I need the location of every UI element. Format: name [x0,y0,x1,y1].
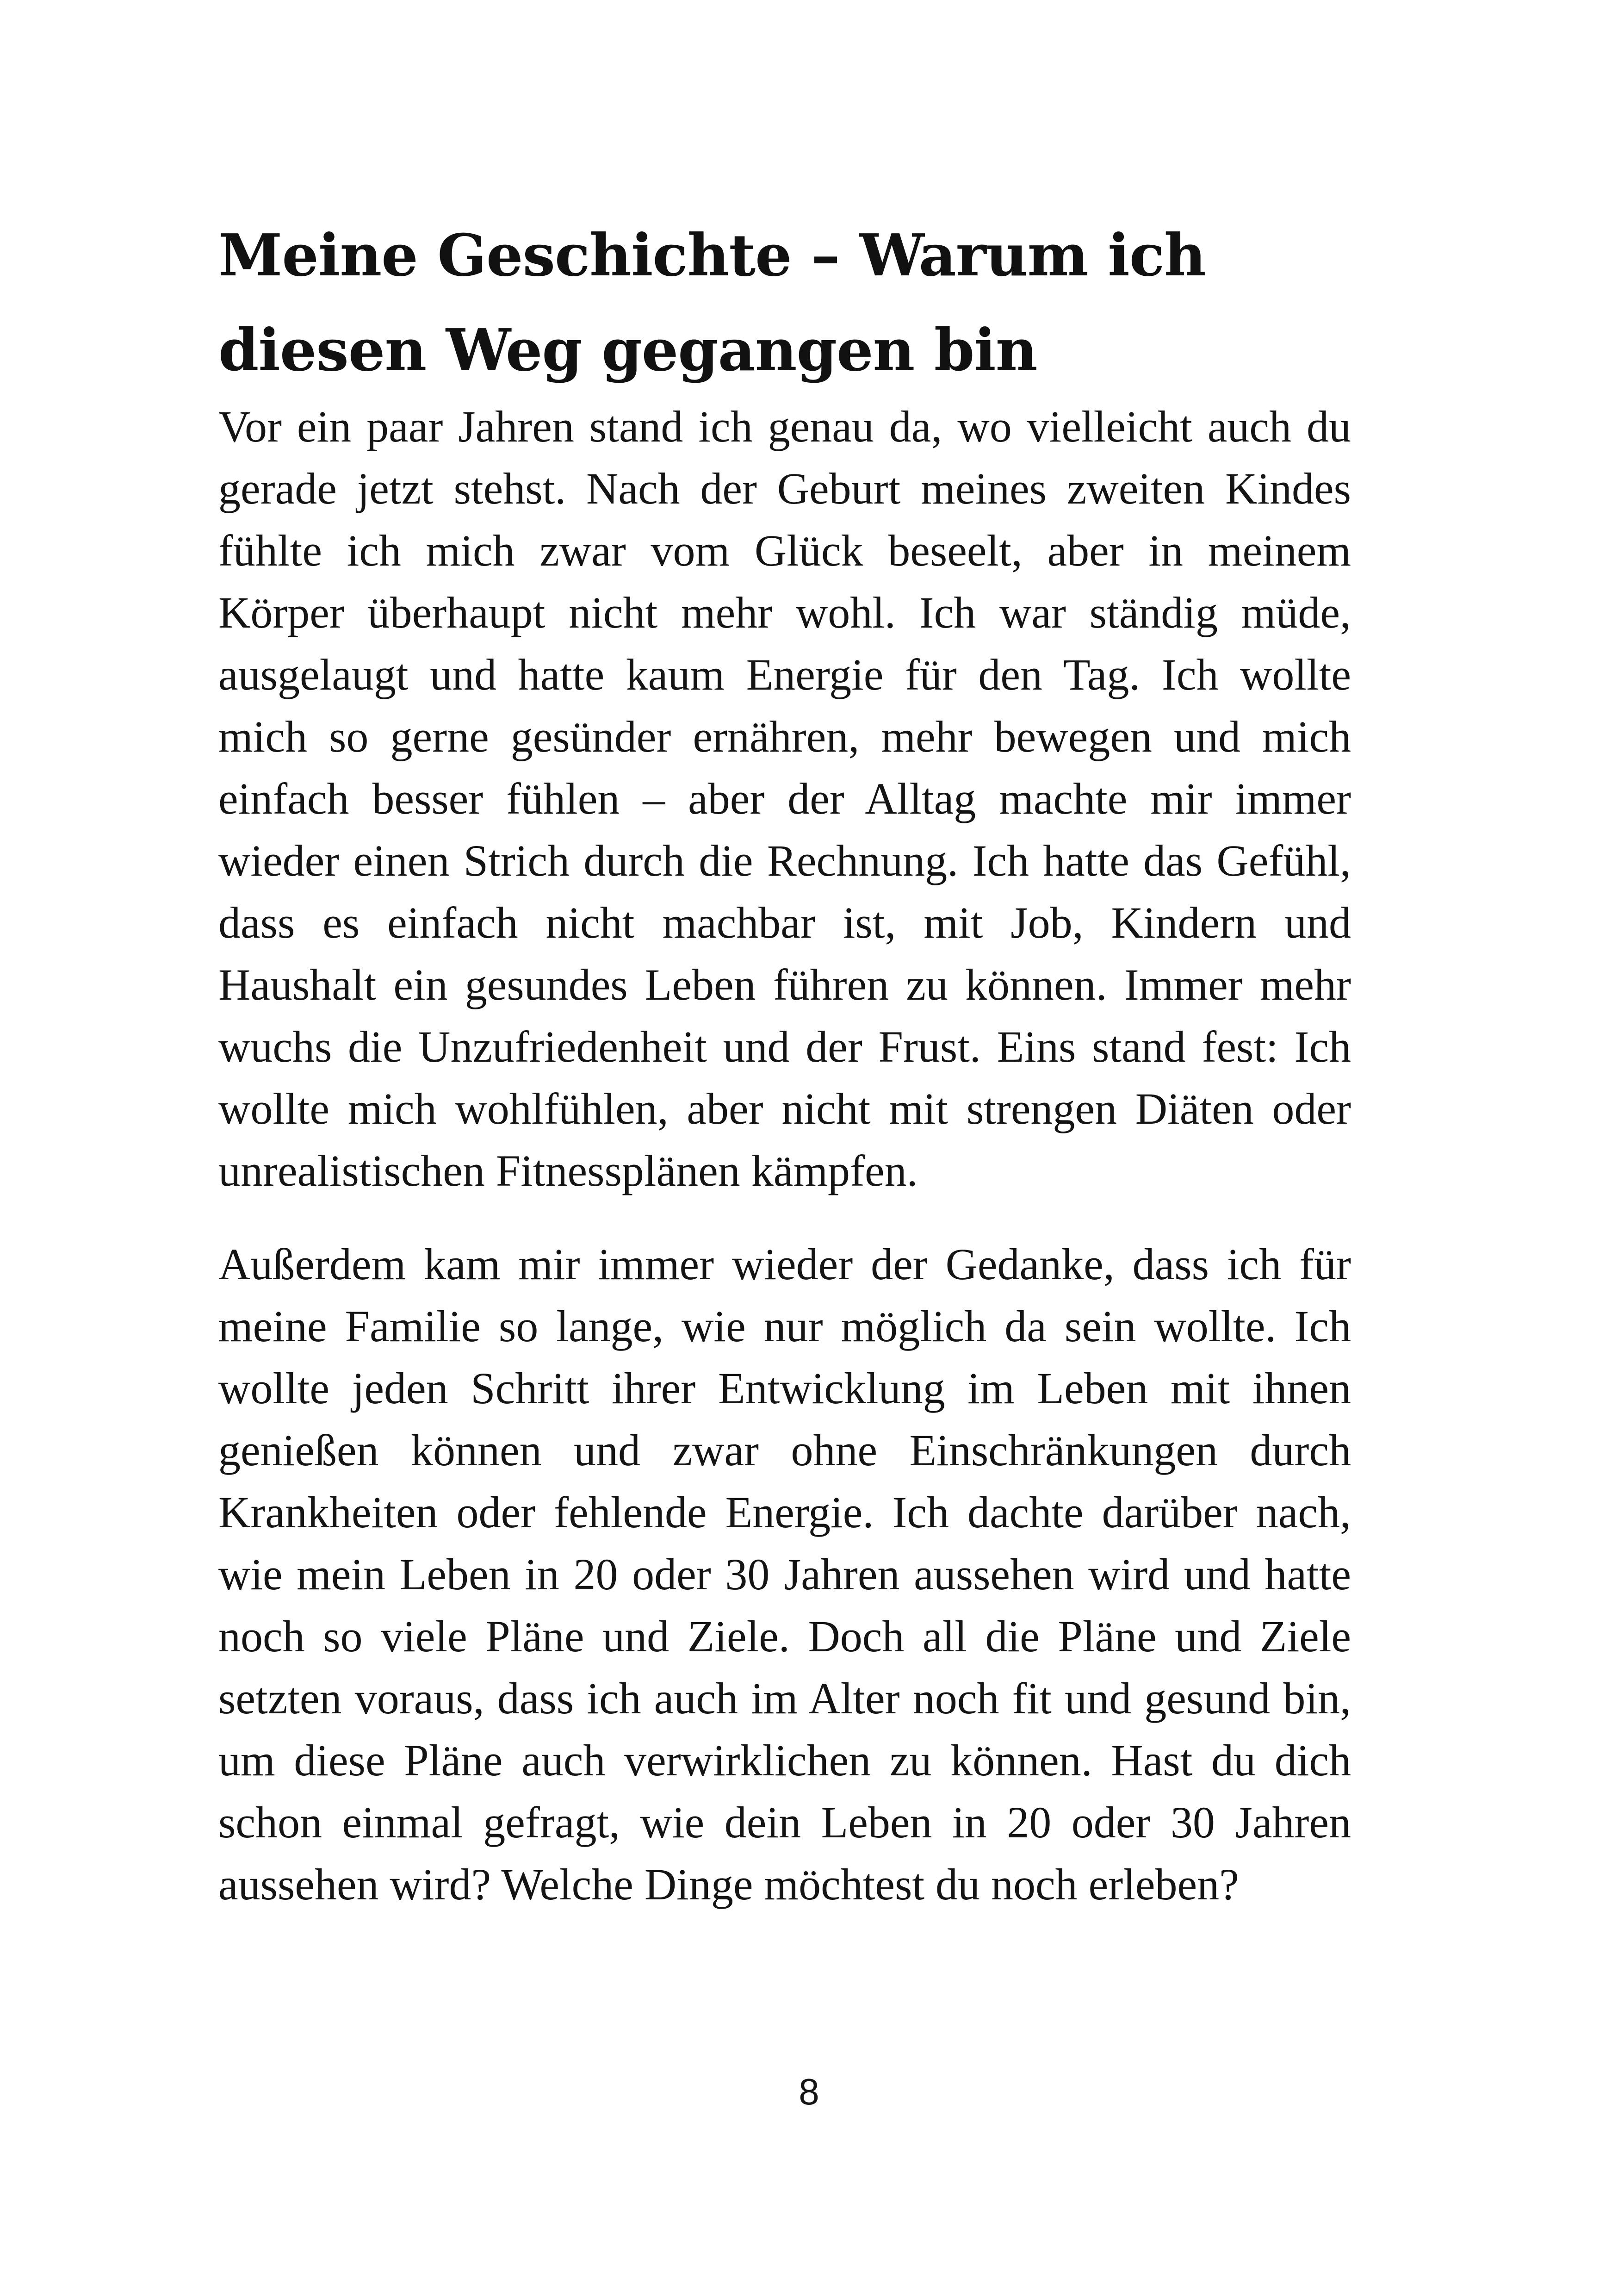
chapter-heading: Meine Geschichte – Warum ich diesen Weg gegangen bin [218,222,1206,384]
paragraph-2: Außerdem kam mir immer wieder der Gedanke, dass ich für meine Familie so lange, wie nur möglich da sein wollte. Ich wollte jeden Schritt ihrer Entwicklung im Leben mit ihnen genießen können und zwar ohne Einschränkungen durch Krankheiten oder fehlende Energie. Ich dachte darüber nach, wie mein Leben in 20 oder 30 Jahren aussehen wird und hatte noch so viele Pläne und Ziele. Doch all die Pläne und Ziele setzten voraus, dass ich auch im Alter noch fit und gesund bin, um diese Pläne auch verwirklichen zu können. Hast du dich schon einmal gefragt, wie dein Leben in 20 oder 30 Jahren aussehen wird? Welche Dinge möchtest du noch erleben? [218,1239,1351,1909]
body-text [218,396,1351,1916]
paragraph-1: Vor ein paar Jahren stand ich genau da, wo vielleicht auch du gerade jetzt stehst. Nach der Geburt meines zweiten Kindes fühlte ich mich zwar vom Glück beseelt, aber in meinem Körper überhaupt nicht mehr wohl. Ich war ständig müde, ausgelaugt und hatte kaum Energie für den Tag. Ich wollte mich so gerne gesünder ernähren, mehr bewegen und mich einfach besser fühlen – aber der Alltag machte mir immer wieder einen Strich durch die Rechnung. Ich hatte das Gefühl, dass es einfach nicht machbar ist, mit Job, Kindern und Haushalt ein gesundes Leben führen zu können. Immer mehr wuchs die Unzufriedenheit und der Frust. Eins stand fest: Ich wollte mich wohlfühlen, aber nicht mit strengen Diäten oder unrealistischen Fitnessplänen kämpfen. [218,402,1351,1195]
page-number: 8 [799,2071,819,2112]
